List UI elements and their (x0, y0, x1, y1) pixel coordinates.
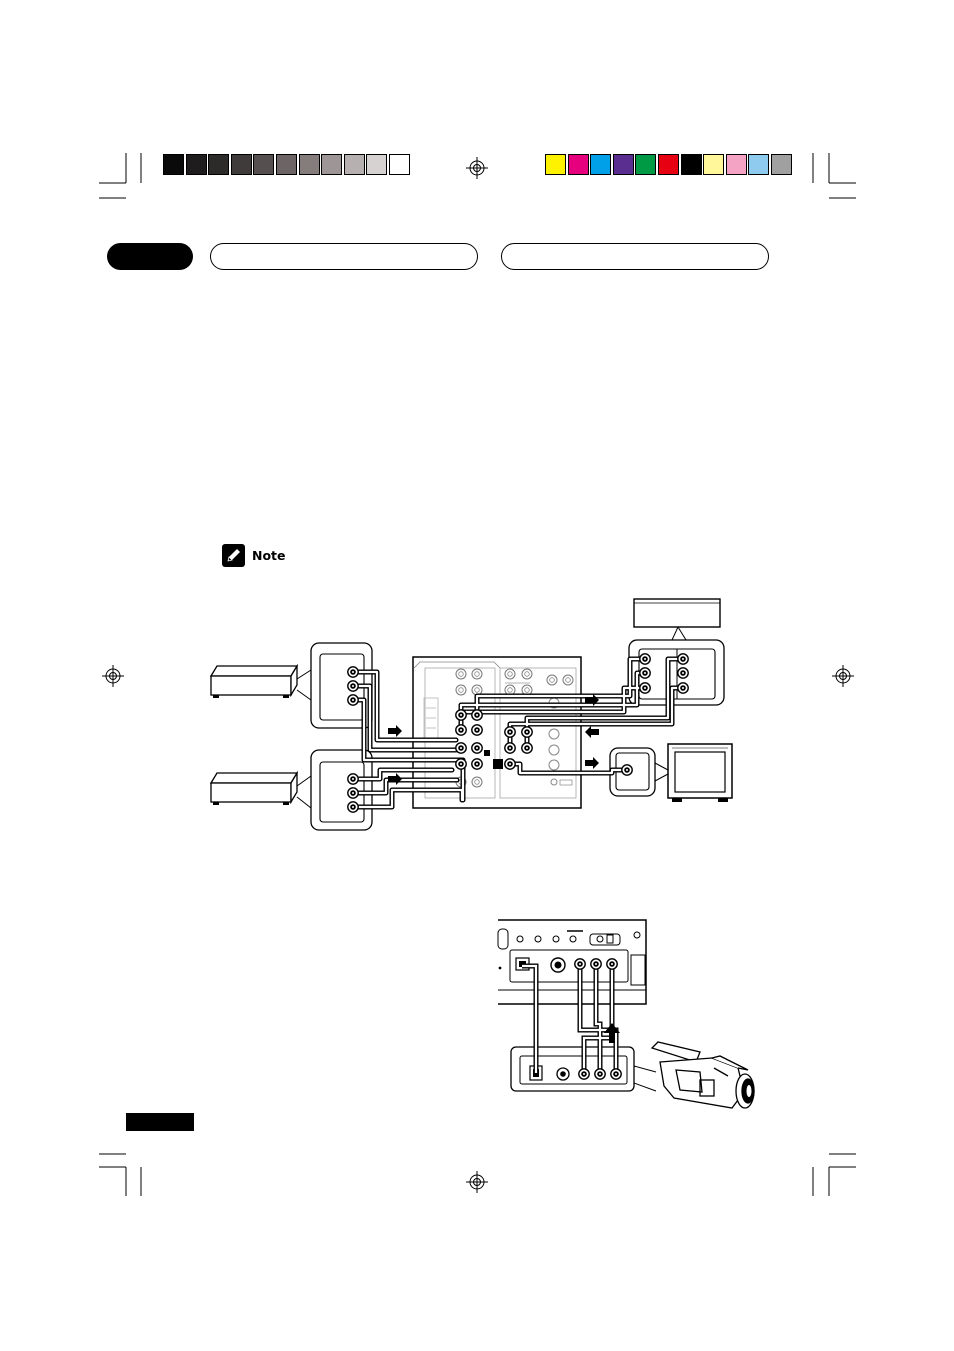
video-recorder-icon (634, 599, 720, 640)
registration-mark-icon (466, 157, 488, 179)
deck1-jacks (348, 667, 358, 705)
registration-mark-icon (832, 665, 854, 687)
camcorder-icon (652, 1042, 754, 1108)
arrow-right-icon (388, 725, 402, 737)
registration-mark-icon (102, 665, 124, 687)
deck2-jack-panel (297, 750, 372, 830)
receiver-rear-panel (413, 657, 581, 808)
arrow-left-icon (585, 726, 599, 738)
arrow-right-icon (585, 757, 599, 769)
video-deck-2-icon (211, 773, 297, 805)
note-label: Note (252, 548, 286, 563)
receiver-front-panel (498, 920, 646, 1004)
video-deck-1-icon (211, 666, 297, 698)
arrow-right-icon (388, 773, 402, 785)
registration-mark-icon (466, 1171, 488, 1193)
deck2-jacks (348, 774, 358, 812)
tv-video-jack (622, 765, 632, 775)
tv-monitor-icon (668, 744, 732, 802)
